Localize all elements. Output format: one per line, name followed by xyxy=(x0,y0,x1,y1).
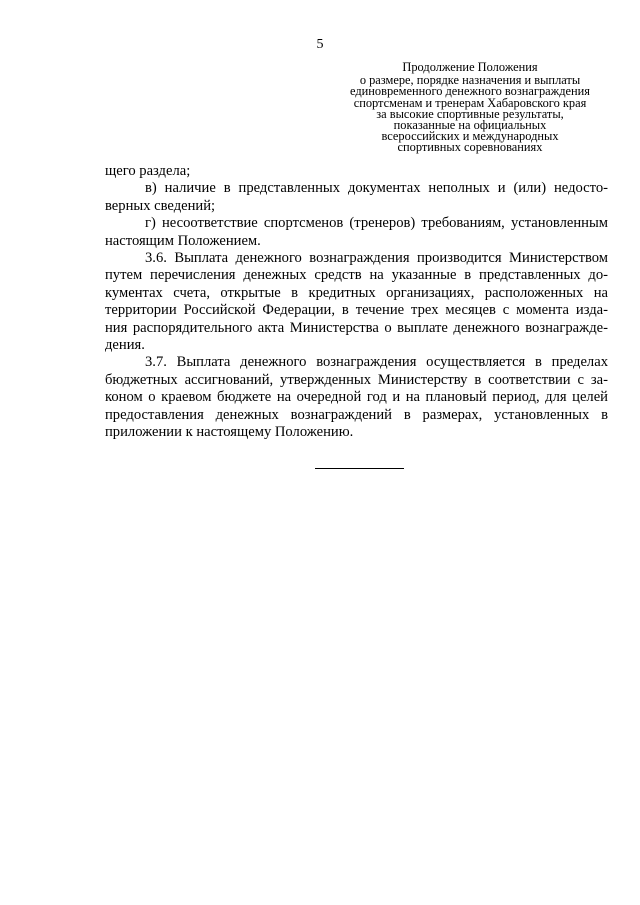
body-line: дения. xyxy=(105,337,145,354)
body-line: коном о краевом бюджете на очередной год и на плановый период, для целей xyxy=(105,389,608,406)
body-line: предоставления денежных вознаграждений в размерах, установленных в xyxy=(105,406,608,423)
body-line: настоящим Положением. xyxy=(105,232,261,249)
body-line: щего раздела; xyxy=(105,163,191,179)
page-number: 5 xyxy=(316,37,324,52)
header-line: спортивных соревнованиях xyxy=(397,140,543,155)
body-line: бюджетных ассигнований, утвержденных Министерству в соответствии с за- xyxy=(105,371,608,388)
closing-divider xyxy=(315,468,404,469)
header-line: о размере, порядке назначения и выплаты xyxy=(359,73,581,88)
body-line: ния распорядительного акта Министерства о выплате денежного вознагражде- xyxy=(105,319,608,336)
body-line: 3.6. Выплата денежного вознаграждения производится Министерством xyxy=(145,250,608,267)
body-line: приложении к настоящему Положению. xyxy=(105,424,354,441)
header-line: спортсменам и тренерам Хабаровского края xyxy=(353,95,587,110)
document-header xyxy=(330,62,610,154)
document-body xyxy=(105,163,608,442)
body-line: территории Российской Федерации, в течение трех месяцев с момента изда- xyxy=(105,302,608,319)
header-line: за высокие спортивные результаты, xyxy=(376,106,564,121)
body-line: верных сведений; xyxy=(105,197,216,214)
body-line: г) несоответствие спортсменов (тренеров) требованиям, установленным xyxy=(145,215,608,232)
body-line: в) наличие в представленных документах неполных и (или) недосто- xyxy=(145,180,608,197)
header-line: показанные на официальных xyxy=(393,118,547,133)
body-line: кументах счета, открытые в кредитных организациях, расположенных на xyxy=(105,284,608,301)
header-line: единовременного денежного вознаграждения xyxy=(350,84,590,99)
body-line: 3.7. Выплата денежного вознаграждения осуществляется в пределах xyxy=(145,354,608,371)
body-line: путем перечисления денежных средств на указанные в представленных до- xyxy=(105,267,608,284)
header-line: всероссийских и международных xyxy=(381,129,559,144)
header-caption: Продолжение Положения xyxy=(402,60,538,74)
